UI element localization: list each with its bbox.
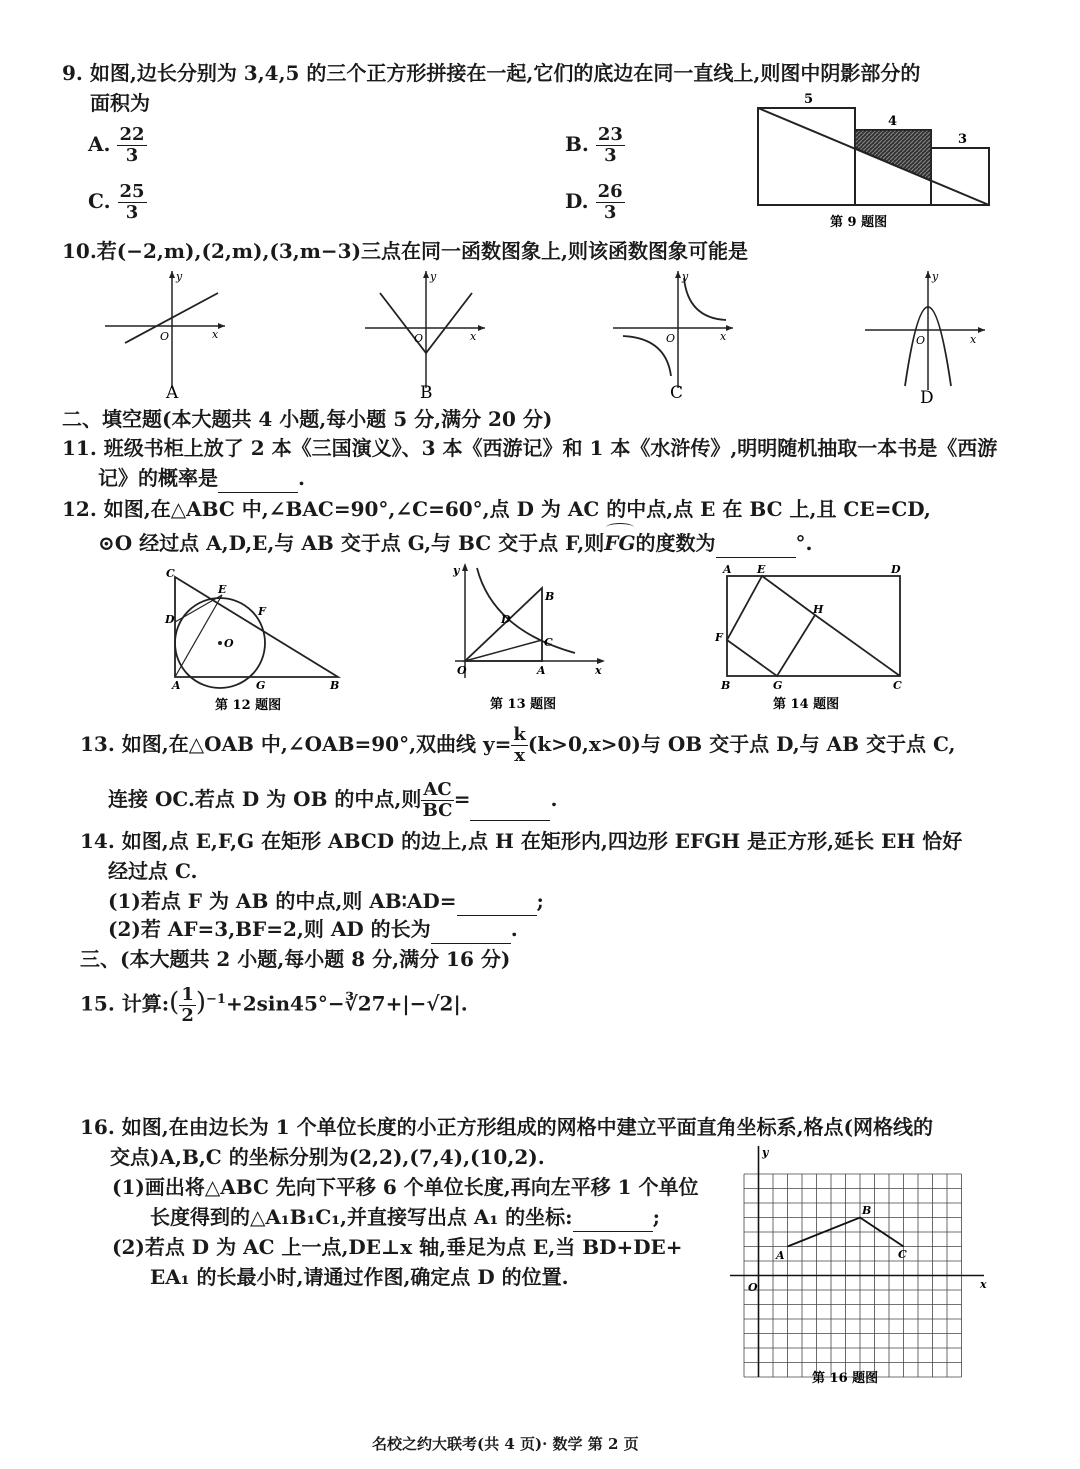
label-3: 3 [958,132,968,147]
q16-part2-line2: EA₁ 的长最小时,请通过作图,确定点 D 的位置. [150,1265,569,1289]
svg-text:x: x [470,330,477,343]
answer-blank[interactable] [470,800,550,821]
section3-heading: 三、(本大题共 2 小题,每小题 8 分,满分 16 分) [80,947,511,971]
triangle-abc [175,577,338,677]
option-b-label: B [420,383,433,403]
svg-text:O: O [457,664,467,677]
label-5: 5 [804,92,814,107]
svg-text:B: B [545,590,555,603]
q16-line1: 16. 如图,在由边长为 1 个单位长度的小正方形组成的网格中建立平面直角坐标系,格点(网格线的 [80,1115,933,1139]
svg-text:x: x [980,1278,987,1291]
svg-text:A: A [537,664,546,677]
diagonal-line [758,108,989,205]
svg-text:F: F [258,605,266,618]
svg-text:O: O [414,332,424,345]
coordinate-grid [730,1146,984,1377]
q9-line2: 面积为 [90,91,150,115]
answer-blank[interactable] [457,895,537,916]
q12-figure [160,565,350,715]
svg-text:A: A [776,1249,785,1262]
option-c-label: C [670,383,684,403]
svg-text:O: O [748,1281,758,1294]
q10-stem: 10.若(−2,m),(2,m),(3,m−3)三点在同一函数图象上,则该函数图象可能是 [62,239,749,263]
q10-graph-c [608,268,748,403]
svg-text:A: A [172,679,181,692]
hyperbola-branch-1 [684,278,726,320]
q14-line1: 14. 如图,点 E,F,G 在矩形 ABCD 的边上,点 H 在矩形内,四边形 EFGH 是正方形,延长 EH 恰好 [80,829,963,853]
q13-line2: 连接 OC.若点 D 为 OB 的中点,则 $\frac{AC}{BC}$ = . [108,779,558,821]
svg-text:H: H [813,603,824,616]
svg-text:y: y [430,270,437,283]
svg-text:C: C [898,1248,907,1261]
option-a-label: A [166,383,179,403]
svg-text:D: D [891,563,901,576]
answer-blank[interactable] [218,472,298,493]
q15-line: 15. 计算:( $\frac{1}{2}$ )$^{-1}$+2sin45°−∛27+|−√2|. [80,983,468,1026]
hyperbola-branch-2 [623,336,671,376]
hyperbola [477,568,575,653]
square-efgh [727,576,815,676]
option-d-label: D [920,388,934,408]
svg-text:D: D [165,613,175,626]
square-3 [931,148,989,205]
label-4: 4 [888,114,898,129]
svg-text:A: A [723,563,732,576]
q9-figure [750,88,1000,238]
q9-option-b: B. $\frac{23}{3}$ [565,124,623,166]
q9-option-a: A. $\frac{22}{3}$ [88,124,145,166]
svg-text:O: O [224,637,234,650]
q11-line1: 11. 班级书柜上放了 2 本《三国演义》、3 本《西游记》和 1 本《水浒传》,明明随机抽取一本书是《西游 [62,436,998,460]
q12-line2: ⊙O 经过点 A,D,E,与 AB 交于点 G,与 BC 交于点 F,则 FG的度数为 °. [98,528,813,558]
page-footer: 名校之约大联考(共 4 页)· 数学 第 2 页 [372,1435,639,1453]
svg-text:E: E [757,563,766,576]
q14-caption: 第 14 题图 [773,697,840,712]
q16-part1-line1: (1)画出将△ABC 先向下平移 6 个单位长度,再向左平移 1 个单位 [112,1175,699,1199]
q13-caption: 第 13 题图 [490,697,557,712]
q16-part2-line1: (2)若点 D 为 AC 上一点,DE⊥x 轴,垂足为点 E,当 BD+DE+ [112,1235,683,1259]
section2-heading: 二、填空题(本大题共 4 小题,每小题 5 分,满分 20 分) [62,407,553,431]
svg-text:C: C [166,567,175,580]
svg-text:y: y [932,270,939,283]
q9-caption: 第 9 题图 [830,215,888,230]
q10-graph-b [360,268,500,403]
svg-text:C: C [544,636,553,649]
svg-text:O: O [666,332,676,345]
shaded-region [855,130,931,181]
q16-line2: 交点)A,B,C 的坐标分别为(2,2),(7,4),(10,2). [110,1145,545,1169]
svg-text:E: E [218,583,227,596]
svg-text:x: x [595,664,602,677]
q14-line2: 经过点 C. [108,859,198,883]
svg-text:y: y [762,1146,769,1159]
q14-part1: (1)若点 F 为 AB 的中点,则 AB∶AD= ; [108,886,544,916]
q16-caption: 第 16 题图 [812,1371,879,1386]
q12-line1: 12. 如图,在△ABC 中,∠BAC=90°,∠C=60°,点 D 为 AC 的中点,点 E 在 BC 上,且 CE=CD, [62,497,931,521]
line-hc [815,615,900,676]
q16-part1-line2: 长度得到的△A₁B₁C₁,并直接写出点 A₁ 的坐标: ; [150,1202,660,1232]
q13-line1: 13. 如图,在△OAB 中,∠OAB=90°,双曲线 y= $\frac{k}{x}$ (k>0,x>0)与 OB 交于点 D,与 AB 交于点 C, [80,724,956,766]
svg-text:x: x [970,333,977,346]
svg-text:x: x [212,328,219,341]
q11-line2: 记》的概率是 . [98,463,305,493]
q14-part2: (2)若 AF=3,BF=2,则 AD 的长为 . [108,914,518,944]
q16-figure [728,1142,998,1387]
q10-graph-a [100,268,240,403]
svg-text:G: G [773,679,783,692]
svg-text:O: O [916,334,926,347]
svg-text:C: C [893,679,902,692]
svg-text:B: B [862,1204,872,1217]
q9-line1: 9. 如图,边长分别为 3,4,5 的三个正方形拼接在一起,它们的底边在同一直线上,则图中阴影部分的 [62,61,921,85]
svg-text:y: y [682,270,689,283]
answer-blank[interactable] [431,923,511,944]
q9-option-c: C. $\frac{25}{3}$ [88,181,145,223]
q9-option-d: D. $\frac{26}{3}$ [565,181,623,223]
q13-figure [445,560,615,715]
answer-blank[interactable] [716,537,796,558]
svg-text:y: y [453,564,460,577]
q14-figure [715,563,910,715]
svg-text:D: D [501,613,511,626]
q10-graph-d [860,268,1000,408]
svg-text:G: G [256,679,266,692]
answer-blank[interactable] [573,1211,653,1232]
square-5 [758,108,855,205]
svg-text:y: y [176,270,183,283]
svg-text:B: B [330,679,340,692]
svg-text:B: B [721,679,731,692]
q12-caption: 第 12 题图 [215,698,282,713]
svg-text:F: F [715,631,723,644]
svg-text:O: O [160,330,170,343]
svg-text:x: x [720,330,727,343]
